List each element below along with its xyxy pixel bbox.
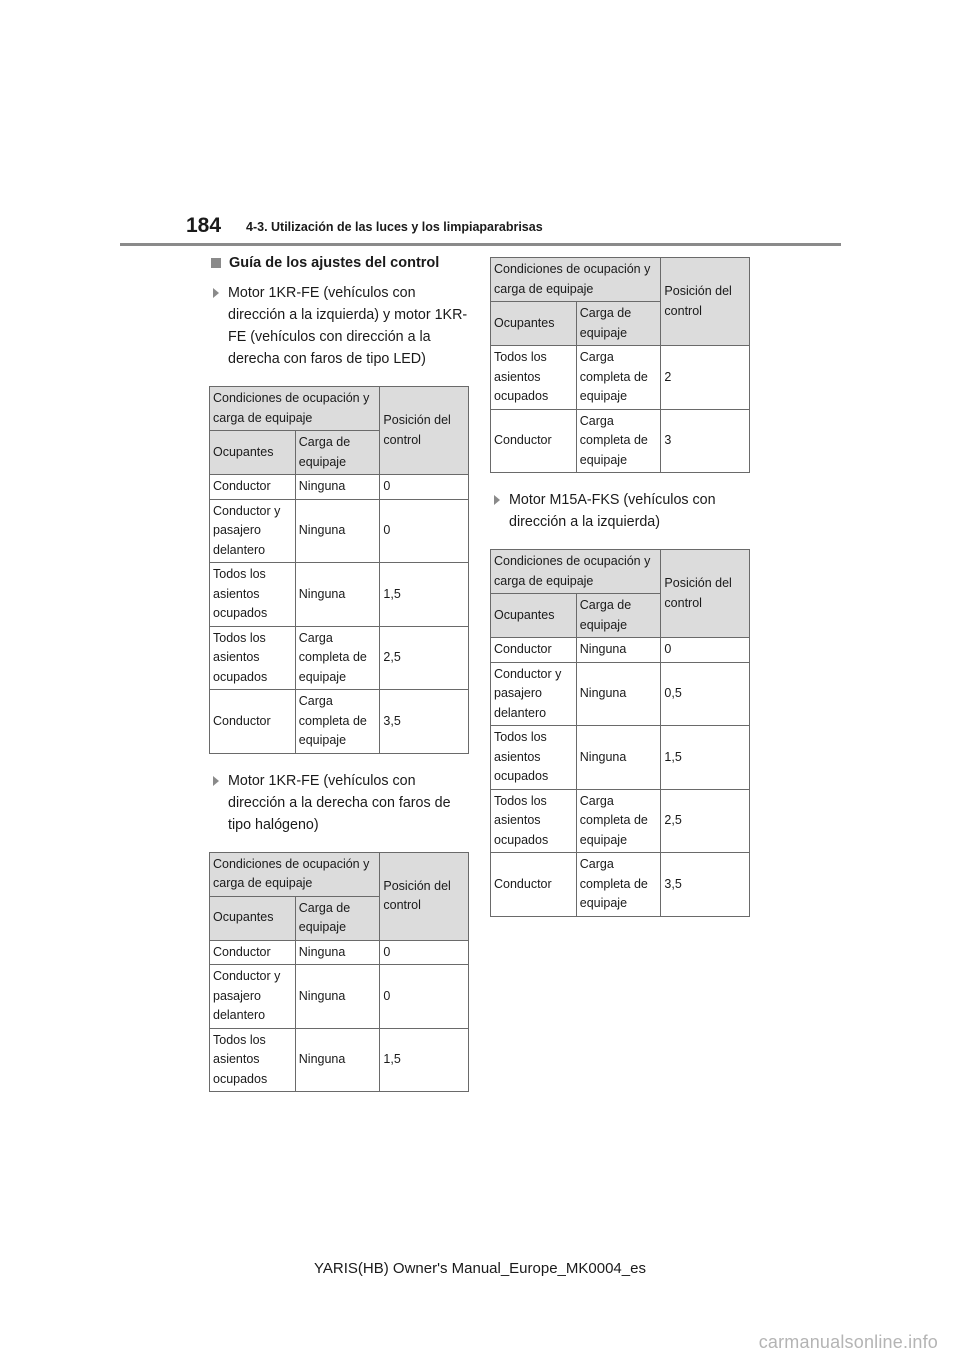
header-luggage: Carga de equipaje	[576, 302, 661, 346]
table-row	[491, 409, 750, 473]
cell-occupants: Todos los asientos ocupados	[491, 726, 577, 790]
bullet-text: Motor M15A-FKS (vehículos con dirección a la izquierda)	[509, 492, 716, 530]
header-position: Posición del control	[661, 550, 750, 638]
cell-luggage: Carga completa de equipaje	[576, 346, 661, 410]
table-row	[210, 1028, 469, 1092]
cell-position: 0	[661, 638, 750, 663]
cell-position: 0	[380, 965, 469, 1029]
cell-luggage: Ninguna	[295, 965, 380, 1029]
cell-luggage: Carga completa de equipaje	[576, 853, 661, 917]
cell-occupants: Todos los asientos ocupados	[491, 789, 577, 853]
cell-luggage: Ninguna	[295, 1028, 380, 1092]
cell-occupants: Conductor	[491, 638, 577, 663]
table-row	[491, 662, 750, 726]
cell-position: 1,5	[380, 1028, 469, 1092]
table-row	[210, 475, 469, 500]
triangle-bullet-icon	[213, 776, 219, 786]
table-row	[491, 789, 750, 853]
bullet-1kr-fe-led	[209, 282, 469, 370]
cell-position: 2,5	[380, 626, 469, 690]
header-occupants: Ocupantes	[491, 594, 577, 638]
settings-table-m15a-fks	[490, 549, 750, 917]
header-occupants: Ocupantes	[210, 431, 296, 475]
cell-occupants: Todos los asientos ocupados	[210, 563, 296, 627]
cell-occupants: Todos los asientos ocupados	[210, 1028, 296, 1092]
header-conditions: Condiciones de ocupación y carga de equipaje	[210, 387, 380, 431]
cell-position: 3	[661, 409, 750, 473]
settings-table-1kr-fe-led	[209, 386, 469, 754]
table-row	[210, 499, 469, 563]
cell-position: 2,5	[661, 789, 750, 853]
cell-luggage: Carga completa de equipaje	[295, 626, 380, 690]
left-column	[209, 252, 469, 1108]
triangle-bullet-icon	[494, 495, 500, 505]
cell-occupants: Conductor	[491, 853, 577, 917]
cell-occupants: Conductor	[210, 940, 296, 965]
cell-luggage: Ninguna	[576, 662, 661, 726]
cell-luggage: Carga completa de equipaje	[576, 789, 661, 853]
cell-luggage: Carga completa de equipaje	[295, 690, 380, 754]
cell-position: 0	[380, 475, 469, 500]
cell-position: 3,5	[380, 690, 469, 754]
table-row	[210, 626, 469, 690]
cell-luggage: Ninguna	[576, 726, 661, 790]
cell-occupants: Conductor y pasajero delantero	[210, 499, 296, 563]
header-occupants: Ocupantes	[491, 302, 577, 346]
table-row	[210, 690, 469, 754]
header-occupants: Ocupantes	[210, 896, 296, 940]
triangle-bullet-icon	[213, 288, 219, 298]
cell-occupants: Todos los asientos ocupados	[210, 626, 296, 690]
table-row	[491, 638, 750, 663]
cell-luggage: Ninguna	[576, 638, 661, 663]
settings-table-1kr-fe-halogen-continued	[490, 257, 750, 473]
square-bullet-icon	[211, 258, 221, 268]
bullet-m15a-fks	[490, 489, 750, 533]
header-conditions: Condiciones de ocupación y carga de equipaje	[491, 258, 661, 302]
table-row	[210, 965, 469, 1029]
subheading-text: Guía de los ajustes del control	[229, 255, 440, 271]
cell-position: 1,5	[661, 726, 750, 790]
cell-luggage: Ninguna	[295, 499, 380, 563]
section-title: 4-3. Utilización de las luces y los limpiaparabrisas	[246, 220, 543, 234]
cell-occupants: Conductor y pasajero delantero	[210, 965, 296, 1029]
bullet-text: Motor 1KR-FE (vehículos con dirección a la izquierda) y motor 1KR-FE (vehículos con dirección a la derecha con faros de tipo LED)	[228, 285, 468, 367]
table-row	[491, 726, 750, 790]
settings-table-1kr-fe-halogen	[209, 852, 469, 1093]
subheading	[211, 252, 469, 274]
bullet-text: Motor 1KR-FE (vehículos con dirección a la derecha con faros de tipo halógeno)	[228, 772, 451, 833]
header-conditions: Condiciones de ocupación y carga de equipaje	[491, 550, 661, 594]
cell-luggage: Ninguna	[295, 940, 380, 965]
header-position: Posición del control	[380, 387, 469, 475]
cell-luggage: Ninguna	[295, 563, 380, 627]
table-row	[210, 563, 469, 627]
cell-position: 0	[380, 499, 469, 563]
header-luggage: Carga de equipaje	[295, 896, 380, 940]
header-position: Posición del control	[380, 852, 469, 940]
cell-luggage: Carga completa de equipaje	[576, 409, 661, 473]
right-column	[490, 257, 750, 933]
cell-position: 0,5	[661, 662, 750, 726]
cell-luggage: Ninguna	[295, 475, 380, 500]
table-row	[491, 853, 750, 917]
header-luggage: Carga de equipaje	[295, 431, 380, 475]
footer-manual-id: YARIS(HB) Owner's Manual_Europe_MK0004_es	[314, 1260, 646, 1277]
bullet-1kr-fe-halogen	[209, 770, 469, 836]
cell-position: 1,5	[380, 563, 469, 627]
cell-occupants: Conductor	[210, 690, 296, 754]
cell-position: 0	[380, 940, 469, 965]
cell-position: 3,5	[661, 853, 750, 917]
cell-occupants: Todos los asientos ocupados	[491, 346, 577, 410]
page-number: 184	[186, 214, 222, 237]
cell-occupants: Conductor	[210, 475, 296, 500]
cell-position: 2	[661, 346, 750, 410]
table-row	[210, 940, 469, 965]
cell-occupants: Conductor	[491, 409, 577, 473]
header-divider	[120, 243, 841, 246]
watermark: carmanualsonline.info	[758, 1332, 938, 1352]
header-conditions: Condiciones de ocupación y carga de equipaje	[210, 852, 380, 896]
header-luggage: Carga de equipaje	[576, 594, 661, 638]
table-row	[491, 346, 750, 410]
header-position: Posición del control	[661, 258, 750, 346]
cell-occupants: Conductor y pasajero delantero	[491, 662, 577, 726]
